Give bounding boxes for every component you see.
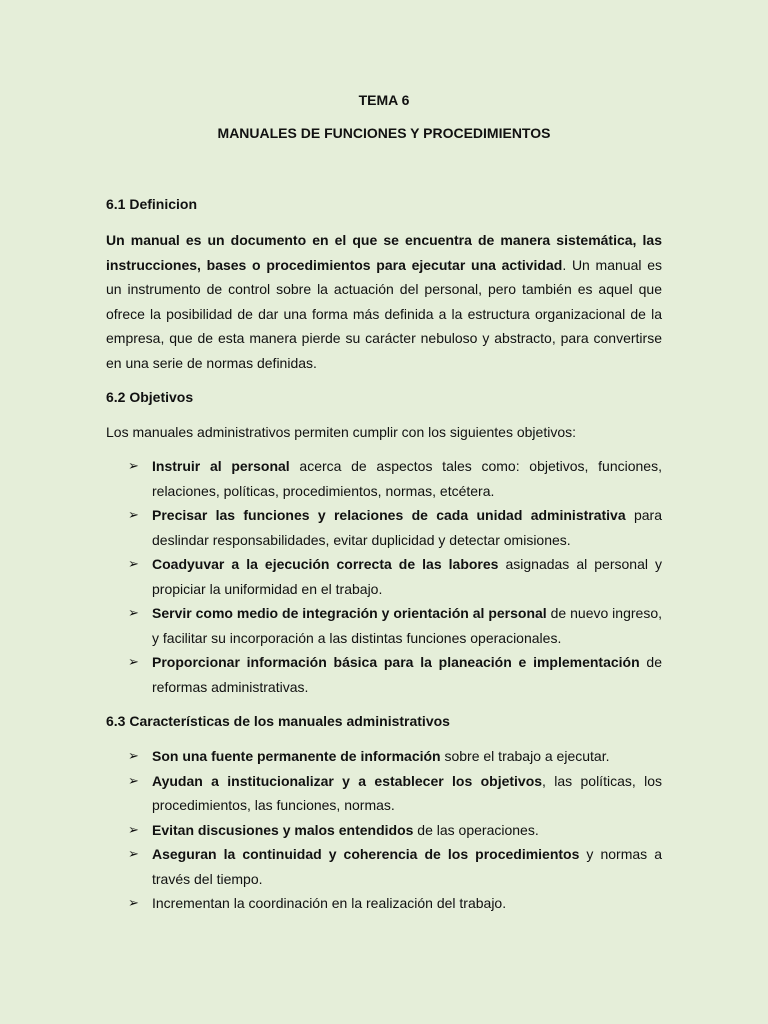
list-item <box>106 744 662 769</box>
definition-bold-lead: Un manual es un documento en el que se encuentra de manera sistemática, las instrucciones, bases o procedimientos para ejecutar una actividad <box>106 232 662 273</box>
definition-rest: . Un manual es un instrumento de control sobre la actuación del personal, pero también es aquel que ofrece la posibilidad de dar una forma más definida a la estructura organizacional de la empresa, que de esta manera pierde su carácter nebuloso y abstracto, para convertirse en una serie de normas definidas. <box>106 256 662 371</box>
list-item <box>106 769 662 818</box>
list-item <box>106 503 662 552</box>
caracteristicas-list <box>106 744 662 916</box>
list-item-text: sobre el trabajo a ejecutar. <box>440 748 610 764</box>
list-item-bold: Evitan discusiones y malos entendidos <box>152 821 414 838</box>
objetivos-list <box>106 454 662 699</box>
list-item-bold: Coadyuvar a la ejecución correcta de las labores <box>152 556 499 572</box>
list-item-text: asignadas al personal y propiciar la uniformidad en el trabajo. <box>152 556 662 597</box>
definition-paragraph <box>106 228 662 375</box>
arrow-bullet-icon: ➢ <box>128 507 139 522</box>
arrow-bullet-icon: ➢ <box>128 748 139 763</box>
arrow-bullet-icon: ➢ <box>128 821 139 837</box>
arrow-bullet-icon: ➢ <box>128 556 139 571</box>
arrow-bullet-icon: ➢ <box>128 895 139 910</box>
section-heading-definicion: 6.1 Definicion <box>106 196 198 212</box>
list-item <box>106 842 662 891</box>
list-item-text: y normas a través del tiempo. <box>152 846 662 887</box>
page-subtitle: MANUALES DE FUNCIONES Y PROCEDIMIENTOS <box>217 125 551 141</box>
section-heading-objetivos: 6.2 Objetivos <box>106 389 194 405</box>
list-item <box>106 818 662 843</box>
arrow-bullet-icon: ➢ <box>128 654 139 669</box>
list-item-bold: Son una fuente permanente de información <box>152 748 441 764</box>
page-title: TEMA 6 <box>358 92 410 108</box>
list-item-text: acerca de aspectos tales como: objetivos, funciones, relaciones, políticas, procedimientos, normas, etcétera. <box>152 458 662 499</box>
list-item <box>106 601 662 650</box>
list-item-text: , las políticas, los procedimientos, las funciones, normas. <box>152 772 662 813</box>
arrow-bullet-icon: ➢ <box>128 605 139 620</box>
list-item <box>106 454 662 503</box>
list-item-text: para deslindar responsabilidades, evitar duplicidad y detectar omisiones. <box>152 507 662 548</box>
arrow-bullet-icon: ➢ <box>128 846 139 861</box>
list-item-text: de las operaciones. <box>413 821 539 838</box>
section-heading-caracteristicas: 6.3 Características de los manuales administrativos <box>106 713 450 729</box>
list-item-text: de reformas administrativas. <box>152 654 663 695</box>
list-item-text: de nuevo ingreso, y facilitar su incorporación a las distintas funciones operacionales. <box>152 605 662 646</box>
list-item <box>106 891 662 916</box>
arrow-bullet-icon: ➢ <box>128 772 139 788</box>
list-item <box>106 650 662 699</box>
list-item-bold: Instruir al personal <box>152 458 290 474</box>
list-item-bold: Ayudan a institucionalizar y a establecer los objetivos <box>152 772 543 789</box>
list-item-text: Incrementan la coordinación en la realización del trabajo. <box>152 895 507 911</box>
list-item-bold: Proporcionar información básica para la planeación e implementación <box>152 654 640 670</box>
list-item <box>106 552 662 601</box>
list-item-bold: Aseguran la continuidad y coherencia de los procedimientos <box>152 846 580 862</box>
objetivos-intro: Los manuales administrativos permiten cumplir con los siguientes objetivos: <box>106 424 576 440</box>
list-item-bold: Precisar las funciones y relaciones de cada unidad administrativa <box>152 507 626 523</box>
arrow-bullet-icon: ➢ <box>128 458 139 473</box>
list-item-bold: Servir como medio de integración y orientación al personal <box>152 605 547 621</box>
